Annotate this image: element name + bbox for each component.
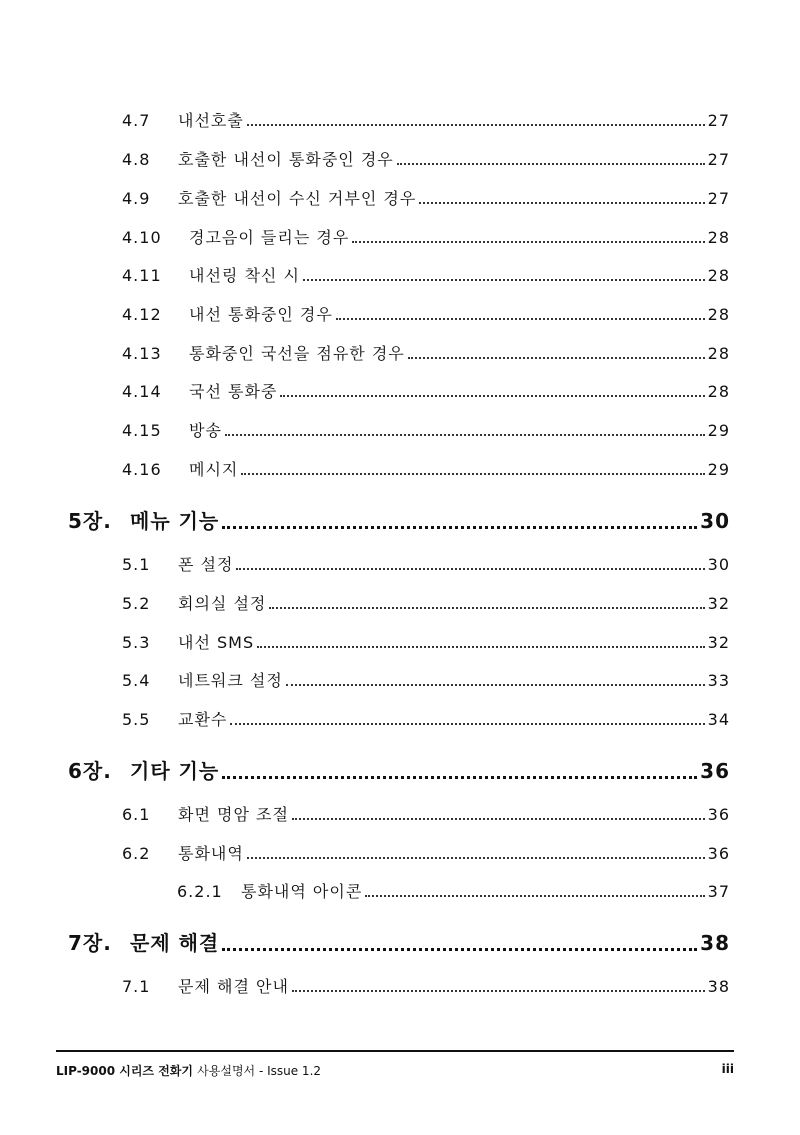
- toc-entry-page: 32: [707, 594, 730, 613]
- toc-entry-page: 27: [707, 150, 730, 169]
- toc-entry-page: 38: [707, 977, 730, 996]
- toc-entry-page: 36: [700, 759, 730, 783]
- toc-dot-leader: [257, 645, 705, 648]
- toc-entry-title: 회의실 설정: [178, 594, 267, 613]
- toc-entry-number: 4.16: [122, 460, 162, 479]
- toc-entry-number: 4.13: [122, 344, 162, 363]
- toc-entry-page: 29: [707, 421, 730, 440]
- footer-title-bold: LIP-9000 시리즈 전화기: [56, 1064, 193, 1078]
- toc-entry-title: 문제 해결 안내: [178, 977, 289, 996]
- toc-section-entry[interactable]: [122, 552, 730, 575]
- toc-subsubsection-entry[interactable]: [177, 879, 730, 902]
- toc-entry-number: 4.15: [122, 421, 162, 440]
- toc-section-entry[interactable]: [122, 802, 730, 825]
- toc-section-entry[interactable]: [122, 147, 730, 170]
- toc-entry-number: 7장.: [68, 931, 112, 955]
- toc-entry-page: 36: [707, 805, 730, 824]
- toc-chapter-entry[interactable]: [68, 927, 730, 956]
- toc-entry-number: 4.14: [122, 382, 162, 401]
- toc-entry-number: 4.11: [122, 266, 162, 285]
- toc-entry-title: 메뉴 기능: [130, 509, 220, 533]
- toc-section-entry[interactable]: [122, 707, 730, 730]
- toc-entry-page: 34: [707, 710, 730, 729]
- toc-entry-number: 6.2.1: [177, 882, 223, 901]
- toc-entry-title: 통화내역 아이콘: [241, 882, 363, 901]
- toc-entry-title: 메시지: [189, 460, 239, 479]
- toc-dot-leader: [419, 201, 704, 204]
- toc-dot-leader: [230, 722, 704, 725]
- page-footer: [56, 1062, 734, 1079]
- toc-dot-leader: [280, 394, 704, 397]
- toc-entry-number: 5.5: [122, 710, 151, 729]
- toc-entry-page: 27: [707, 111, 730, 130]
- toc-entry-number: 5.1: [122, 555, 151, 574]
- toc-entry-number: 6.2: [122, 844, 151, 863]
- toc-entry-number: 6.1: [122, 805, 151, 824]
- toc-entry-page: 28: [707, 266, 730, 285]
- toc-entry-page: 32: [707, 633, 730, 652]
- toc-entry-page: 33: [707, 671, 730, 690]
- toc-dot-leader: [292, 817, 705, 820]
- toc-entry-title: 화면 명암 조절: [178, 805, 289, 824]
- toc-entry-number: 7.1: [122, 977, 151, 996]
- toc-section-entry[interactable]: [122, 841, 730, 864]
- toc-section-entry[interactable]: [122, 108, 730, 131]
- toc-entry-page: 29: [707, 460, 730, 479]
- toc-entry-number: 4.12: [122, 305, 162, 324]
- toc-entry-number: 4.9: [122, 189, 151, 208]
- toc-dot-leader: [222, 775, 697, 779]
- toc-entry-page: 36: [707, 844, 730, 863]
- toc-entry-number: 4.10: [122, 228, 162, 247]
- toc-entry-title: 내선링 착신 시: [189, 266, 300, 285]
- toc-section-entry[interactable]: [122, 379, 730, 402]
- footer-document-title: [56, 1062, 321, 1079]
- toc-dot-leader: [303, 278, 705, 281]
- toc-entry-title: 국선 통화중: [189, 382, 278, 401]
- toc-dot-leader: [286, 683, 705, 686]
- toc-entry-title: 호출한 내선이 수신 거부인 경우: [178, 189, 417, 208]
- toc-entry-title: 방송: [189, 421, 222, 440]
- toc-section-entry[interactable]: [122, 302, 730, 325]
- toc-entry-title: 통화중인 국선을 점유한 경우: [189, 344, 405, 363]
- toc-section-entry[interactable]: [122, 341, 730, 364]
- toc-section-entry[interactable]: [122, 263, 730, 286]
- footer-page-number: iii: [721, 1062, 734, 1076]
- toc-entry-page: 30: [700, 509, 730, 533]
- toc-dot-leader: [408, 356, 705, 359]
- toc-dot-leader: [236, 567, 704, 570]
- toc-entry-page: 30: [707, 555, 730, 574]
- toc-entry-title: 기타 기능: [130, 759, 220, 783]
- toc-entry-title: 통화내역: [178, 844, 244, 863]
- toc-section-entry[interactable]: [122, 668, 730, 691]
- toc-section-entry[interactable]: [122, 457, 730, 480]
- toc-dot-leader: [269, 606, 704, 609]
- toc-entry-page: 28: [707, 305, 730, 324]
- toc-dot-leader: [225, 433, 705, 436]
- toc-dot-leader: [222, 525, 697, 529]
- toc-entry-number: 5장.: [68, 509, 112, 533]
- toc-entry-number: 5.2: [122, 594, 151, 613]
- toc-entry-title: 내선호출: [178, 111, 244, 130]
- toc-entry-title: 호출한 내선이 통화중인 경우: [178, 150, 394, 169]
- toc-dot-leader: [352, 240, 704, 243]
- toc-dot-leader: [247, 123, 705, 126]
- toc-entry-page: 28: [707, 382, 730, 401]
- toc-section-entry[interactable]: [122, 630, 730, 653]
- toc-dot-leader: [292, 989, 705, 992]
- toc-section-entry[interactable]: [122, 418, 730, 441]
- toc-dot-leader: [247, 856, 705, 859]
- toc-entry-page: 38: [700, 931, 730, 955]
- toc-entry-page: 28: [707, 228, 730, 247]
- toc-dot-leader: [241, 472, 704, 475]
- footer-title-rest: 사용설명서 - Issue 1.2: [197, 1064, 322, 1078]
- toc-entry-title: 문제 해결: [130, 931, 220, 955]
- toc-entry-page: 27: [707, 189, 730, 208]
- toc-chapter-entry[interactable]: [68, 505, 730, 534]
- toc-section-entry[interactable]: [122, 974, 730, 997]
- toc-entry-page: 37: [707, 882, 730, 901]
- toc-entry-title: 경고음이 들리는 경우: [189, 228, 350, 247]
- toc-dot-leader: [365, 894, 704, 897]
- toc-dot-leader: [222, 947, 697, 951]
- toc-dot-leader: [336, 317, 705, 320]
- toc-section-entry[interactable]: [122, 591, 730, 614]
- toc-entry-title: 교환수: [178, 710, 228, 729]
- toc-entry-title: 네트워크 설정: [178, 671, 283, 690]
- toc-entry-title: 내선 SMS: [178, 633, 255, 652]
- toc-entry-title: 내선 통화중인 경우: [189, 305, 333, 324]
- toc-entry-page: 28: [707, 344, 730, 363]
- toc-entry-number: 6장.: [68, 759, 112, 783]
- toc-dot-leader: [397, 162, 705, 165]
- toc-entry-number: 4.8: [122, 150, 151, 169]
- toc-entry-title: 폰 설정: [178, 555, 234, 574]
- toc-section-entry[interactable]: [122, 225, 730, 248]
- toc-entry-number: 5.4: [122, 671, 151, 690]
- toc-section-entry[interactable]: [122, 186, 730, 209]
- toc-entry-number: 5.3: [122, 633, 151, 652]
- footer-rule: [56, 1050, 734, 1052]
- toc-chapter-entry[interactable]: [68, 755, 730, 784]
- toc-entry-number: 4.7: [122, 111, 151, 130]
